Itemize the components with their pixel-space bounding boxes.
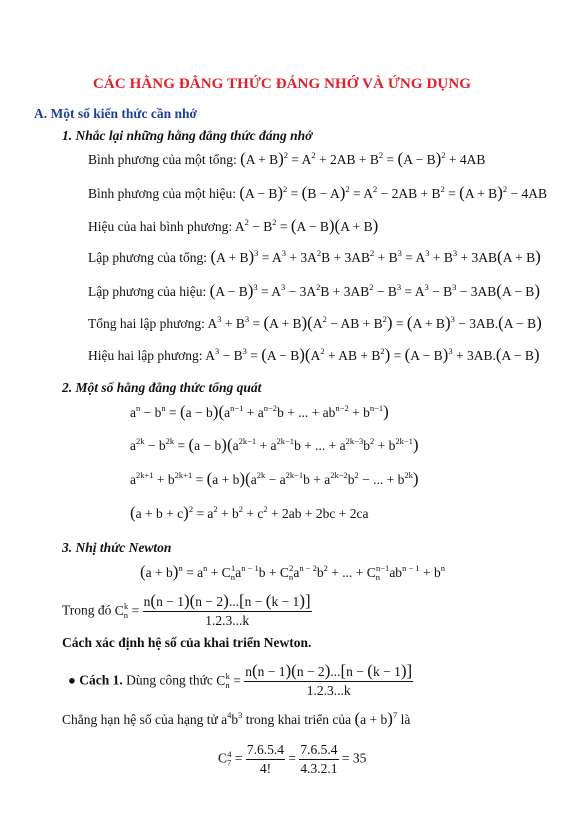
section-a-heading: A. Một số kiến thức cần nhớ [34,106,197,121]
example-sentence: Chẳng hạn hệ số của hạng tử $a^4b^3$ trong khai triển của $(a + b)^7$ là [62,709,411,728]
identity-diff-cube [88,281,540,300]
identity-sum-of-cubes [88,313,542,332]
identity-label: Hiệu hai lập phương: [88,348,203,363]
identity-diff-of-cubes [88,345,540,364]
identity-label: Tổng hai lập phương: [88,316,205,331]
general-identity-2: $a^{2k} - b^{2k} = (a - b)(a^{2k-1} + a^{2k-1}b$ + ... + $a^{2k-3}b^2 + b^{2k-1}$) [130,435,419,454]
identity-formula: $(A + B)^3 = A^3 + 3A^2B + 3AB^2 + B^3 = A^3 + B^3 + 3AB(A + B)$ [210,247,541,266]
identity-sum-square [88,149,486,168]
method-heading: Cách xác định hệ số của khai triển Newton. [62,635,312,650]
example-result: 35 [352,750,367,766]
identity-diff-square [88,183,547,202]
method-1: ● Cách 1. Dùng công thức $C_n^k$ = $\frac{n(n - 1)(n - 2)...[n - (k - 1)]}{1.2.3...k}$ [68,661,413,698]
identity-formula: $(A - B)^2 = (B - A)^2 = A^2 - 2AB + B^2 = (A + B)^2 - 4AB$ [239,183,547,202]
bullet-icon: ● [68,672,76,688]
identity-sum-cube [88,247,541,266]
binomial-coefficient-definition: Trong đó $C_n^k$ = $\frac{n(n - 1)(n - 2)...[n - (k - 1)]}{1.2.3...k}$ [62,591,311,628]
page-title: CÁC HẰNG ĐẲNG THỨC ĐÁNG NHỚ VÀ ỨNG DỤNG [92,76,472,92]
identity-formula: $A^3 + B^3 = (A + B)(A^2$ − AB + $B^2) = (A + B)^3 - 3AB.(A - B)$ [207,313,542,332]
identity-formula: $(A - B)^3 = A^3 - 3A^2B + 3AB^2 - B^3 = A^3 - B^3 - 3AB(A - B)$ [209,281,540,300]
example-calculation: $C_7^4$ = $\frac{7.6.5.4}{4!}$ = $\frac{7.6.5.4}{4.3.2.1}$ = 35 [218,742,367,776]
identity-label: Hiệu của hai bình phương: [88,219,233,234]
subsection-2-heading: 2. Một số hằng đẳng thức tổng quát [62,380,262,395]
example-prefix: Chẳng hạn hệ số của hạng tử [62,712,218,727]
example-mid: trong khai triển của [245,712,352,727]
method-1-label: Cách 1. [79,672,123,688]
newton-binomial-formula: $(a + b)^n = a^n + C_n^1a^{n - 1}b + C_n^2a^{n - 2}b^2$ + ... + $C_n^{n-1}ab^{n - 1} + b^n$ [140,562,445,582]
coefficient-fraction: $\frac{n(n - 1)(n - 2)...[n - (k - 1)]}{1.2.3...k}$ [143,591,311,628]
method-1-text: Dùng công thức [126,672,213,688]
subsection-3-heading: 3. Nhị thức Newton [62,540,172,555]
identity-formula: $(A + B)^2 = A^2 + 2AB + B^2 = (A - B)^2 + 4AB$ [240,149,486,168]
identity-diff-of-squares [88,216,379,235]
method-1-fraction: $\frac{n(n - 1)(n - 2)...[n - (k - 1)]}{1.2.3...k}$ [245,661,413,698]
identity-label: Lập phương của hiệu: [88,284,207,299]
identity-label: Bình phương của một tổng: [88,152,237,167]
identity-formula: $A^3 - B^3 = (A - B)(A^2$ + AB + $B^2) = (A - B)^3 + 3AB.(A - B)$ [205,345,540,364]
subsection-1-heading: 1. Nhắc lại những hằng đẳng thức đáng nhớ [62,128,313,143]
identity-label: Lập phương của tổng: [88,250,208,265]
identity-label: Bình phương của một hiệu: [88,186,236,201]
general-identity-3: $a^{2k+1} + b^{2k+1} = (a + b)(a^{2k} - a^{2k-1}b + a^{2k-2}b^2$ − ... + $b^{2k}$) [130,469,419,488]
general-identity-1: $a^n - b^n = (a - b)(a^{n-1} + a^{n-2}b$ + ... + $ab^{n-2} + b^{n-1}$) [130,402,389,421]
example-suffix: là [400,712,411,727]
identity-formula: $A^2 - B^2 = (A - B)(A + B)$ [234,216,379,235]
general-identity-4: $(a + b + c)^2 = a^2 + b^2 + c^2 + 2ab + 2bc + 2ca$ [130,503,369,522]
trong-do-label: Trong đó [62,602,112,618]
